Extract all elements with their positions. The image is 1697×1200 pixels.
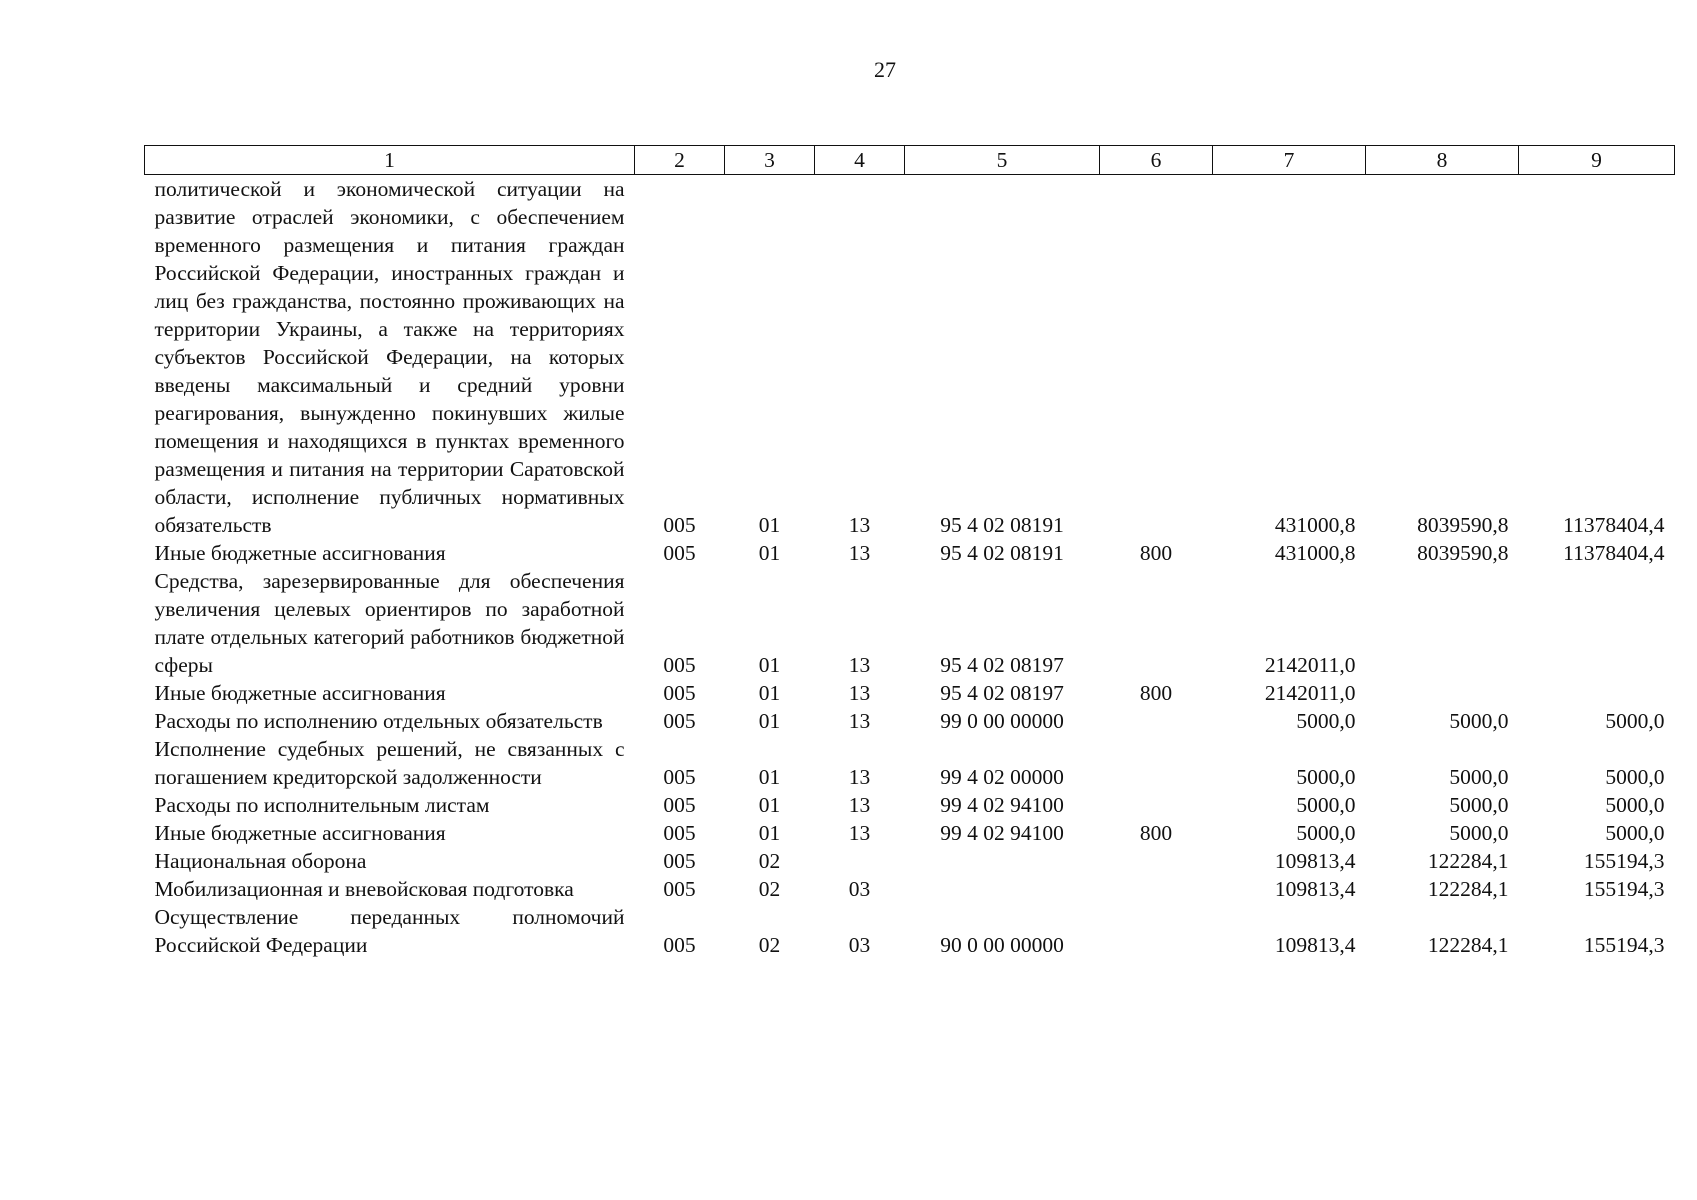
column-header: 7 <box>1213 146 1366 175</box>
expense-name: Иные бюджетные ассигнования <box>154 681 446 705</box>
section-code: 01 <box>758 513 781 537</box>
table-row <box>145 707 1675 735</box>
table-row <box>145 875 1675 903</box>
ministry-code: 005 <box>663 709 696 733</box>
expense-name: Расходы по исполнительным листам <box>154 793 490 817</box>
subsection-code: 13 <box>848 821 871 845</box>
amount-col-9: 5000,0 <box>1605 821 1665 845</box>
target-article-code <box>905 847 1100 875</box>
column-header: 3 <box>725 146 815 175</box>
target-article-code: 90 0 00 00000 <box>940 933 1064 957</box>
amount-col-9: 11378404,4 <box>1563 541 1665 565</box>
section-code: 01 <box>758 541 781 565</box>
amount-col-8: 5000,0 <box>1449 793 1509 817</box>
expense-type-code: 800 <box>1139 681 1173 705</box>
ministry-code: 005 <box>663 513 696 537</box>
amount-col-8: 5000,0 <box>1449 821 1509 845</box>
amount-col-7: 5000,0 <box>1296 709 1356 733</box>
section-code: 01 <box>758 821 781 845</box>
subsection-code <box>815 847 905 875</box>
column-header: 4 <box>815 146 905 175</box>
expense-type-code <box>1100 175 1213 540</box>
expense-name: Национальная оборона <box>154 849 367 873</box>
target-article-code: 99 4 02 94100 <box>940 793 1064 817</box>
amount-col-7: 431000,8 <box>1274 513 1356 537</box>
table-header-row <box>145 146 1675 175</box>
expense-name: Средства, зарезервированные для обеспечения увеличения целевых ориентиров по заработной плате отдельных категорий работников бюджетной сферы <box>154 569 625 677</box>
ministry-code: 005 <box>663 541 696 565</box>
column-header: 1 <box>145 146 635 175</box>
expense-type-code <box>1100 567 1213 679</box>
subsection-code: 03 <box>848 933 871 957</box>
ministry-code: 005 <box>663 681 696 705</box>
target-article-code: 95 4 02 08191 <box>940 513 1064 537</box>
amount-col-7: 109813,4 <box>1274 933 1356 957</box>
target-article-code: 99 4 02 94100 <box>940 821 1064 845</box>
table-row <box>145 903 1675 959</box>
target-article-code: 95 4 02 08197 <box>940 653 1064 677</box>
page-number: 27 <box>874 57 896 82</box>
amount-col-8: 8039590,8 <box>1417 541 1509 565</box>
target-article-code: 95 4 02 08191 <box>940 541 1064 565</box>
table-row <box>145 819 1675 847</box>
section-code: 02 <box>758 933 781 957</box>
amount-col-7: 109813,4 <box>1274 849 1356 873</box>
expense-name: Иные бюджетные ассигнования <box>154 541 446 565</box>
amount-col-8: 5000,0 <box>1449 709 1509 733</box>
ministry-code: 005 <box>663 653 696 677</box>
expense-name: Мобилизационная и вневойсковая подготовка <box>154 877 574 901</box>
expense-name: Расходы по исполнению отдельных обязательств <box>154 709 603 733</box>
subsection-code: 13 <box>848 793 871 817</box>
amount-col-7: 109813,4 <box>1274 877 1356 901</box>
expense-name: Иные бюджетные ассигнования <box>154 821 446 845</box>
subsection-code: 13 <box>848 513 871 537</box>
column-header: 9 <box>1519 146 1675 175</box>
amount-col-7: 5000,0 <box>1296 793 1356 817</box>
ministry-code: 005 <box>663 821 696 845</box>
amount-col-8 <box>1366 567 1519 679</box>
amount-col-8: 8039590,8 <box>1417 513 1509 537</box>
expense-type-code <box>1100 847 1213 875</box>
target-article-code: 99 4 02 00000 <box>940 765 1064 789</box>
amount-col-8: 122284,1 <box>1427 933 1509 957</box>
section-code: 01 <box>758 765 781 789</box>
expense-type-code: 800 <box>1139 541 1173 565</box>
target-article-code <box>905 875 1100 903</box>
subsection-code: 13 <box>848 653 871 677</box>
ministry-code: 005 <box>663 793 696 817</box>
section-code: 01 <box>758 793 781 817</box>
amount-col-9: 11378404,4 <box>1563 513 1665 537</box>
amount-col-7: 2142011,0 <box>1264 681 1356 705</box>
amount-col-7: 431000,8 <box>1274 541 1356 565</box>
amount-col-9: 5000,0 <box>1605 793 1665 817</box>
section-code: 01 <box>758 709 781 733</box>
amount-col-9: 5000,0 <box>1605 709 1665 733</box>
section-code: 02 <box>758 849 781 873</box>
amount-col-9: 155194,3 <box>1583 849 1665 873</box>
amount-col-7: 5000,0 <box>1296 765 1356 789</box>
expense-name: политической и экономической ситуации на развитие отраслей экономики, с обеспечением временного размещения и питания граждан Российской Федерации, иностранных граждан и лиц без гражданства, постоянно проживающих на территории Украины, а также на территориях субъектов Российской Федерации, на которых введены максимальный и средний уровни реагирования, вынужденно покинувших жилые помещения и находящихся в пунктах временного размещения и питания на территории Саратовской области, исполнение публичных нормативных обязательств <box>154 177 625 537</box>
subsection-code: 13 <box>848 681 871 705</box>
section-code: 02 <box>758 877 781 901</box>
expense-name: Осуществление переданных полномочий Российской Федерации <box>154 905 625 957</box>
expense-type-code <box>1100 903 1213 959</box>
column-header: 8 <box>1366 146 1519 175</box>
expense-type-code: 800 <box>1139 821 1173 845</box>
subsection-code: 13 <box>848 541 871 565</box>
table-row <box>145 539 1675 567</box>
table-row <box>145 679 1675 707</box>
section-code: 01 <box>758 653 781 677</box>
column-header: 5 <box>905 146 1100 175</box>
ministry-code: 005 <box>663 849 696 873</box>
ministry-code: 005 <box>663 933 696 957</box>
amount-col-8: 122284,1 <box>1427 849 1509 873</box>
amount-col-9: 155194,3 <box>1583 877 1665 901</box>
ministry-code: 005 <box>663 765 696 789</box>
subsection-code: 13 <box>848 709 871 733</box>
expense-name: Исполнение судебных решений, не связанных с погашением кредиторской задолженности <box>154 737 625 789</box>
amount-col-9 <box>1519 567 1675 679</box>
subsection-code: 13 <box>848 765 871 789</box>
amount-col-9: 155194,3 <box>1583 933 1665 957</box>
amount-col-9 <box>1519 679 1675 707</box>
amount-col-7: 5000,0 <box>1296 821 1356 845</box>
column-header: 2 <box>635 146 725 175</box>
target-article-code: 95 4 02 08197 <box>940 681 1064 705</box>
ministry-code: 005 <box>663 877 696 901</box>
column-header: 6 <box>1100 146 1213 175</box>
expense-type-code <box>1100 791 1213 819</box>
amount-col-7: 2142011,0 <box>1264 653 1356 677</box>
amount-col-8: 5000,0 <box>1449 765 1509 789</box>
table-row <box>145 567 1675 679</box>
table-row <box>145 735 1675 791</box>
section-code: 01 <box>758 681 781 705</box>
amount-col-9: 5000,0 <box>1605 765 1665 789</box>
budget-table <box>144 145 1675 959</box>
expense-type-code <box>1100 875 1213 903</box>
target-article-code: 99 0 00 00000 <box>940 709 1064 733</box>
amount-col-8 <box>1366 679 1519 707</box>
table-row <box>145 791 1675 819</box>
expense-type-code <box>1100 735 1213 791</box>
subsection-code: 03 <box>848 877 871 901</box>
table-row <box>145 847 1675 875</box>
amount-col-8: 122284,1 <box>1427 877 1509 901</box>
table-row <box>145 175 1675 540</box>
expense-type-code <box>1100 707 1213 735</box>
